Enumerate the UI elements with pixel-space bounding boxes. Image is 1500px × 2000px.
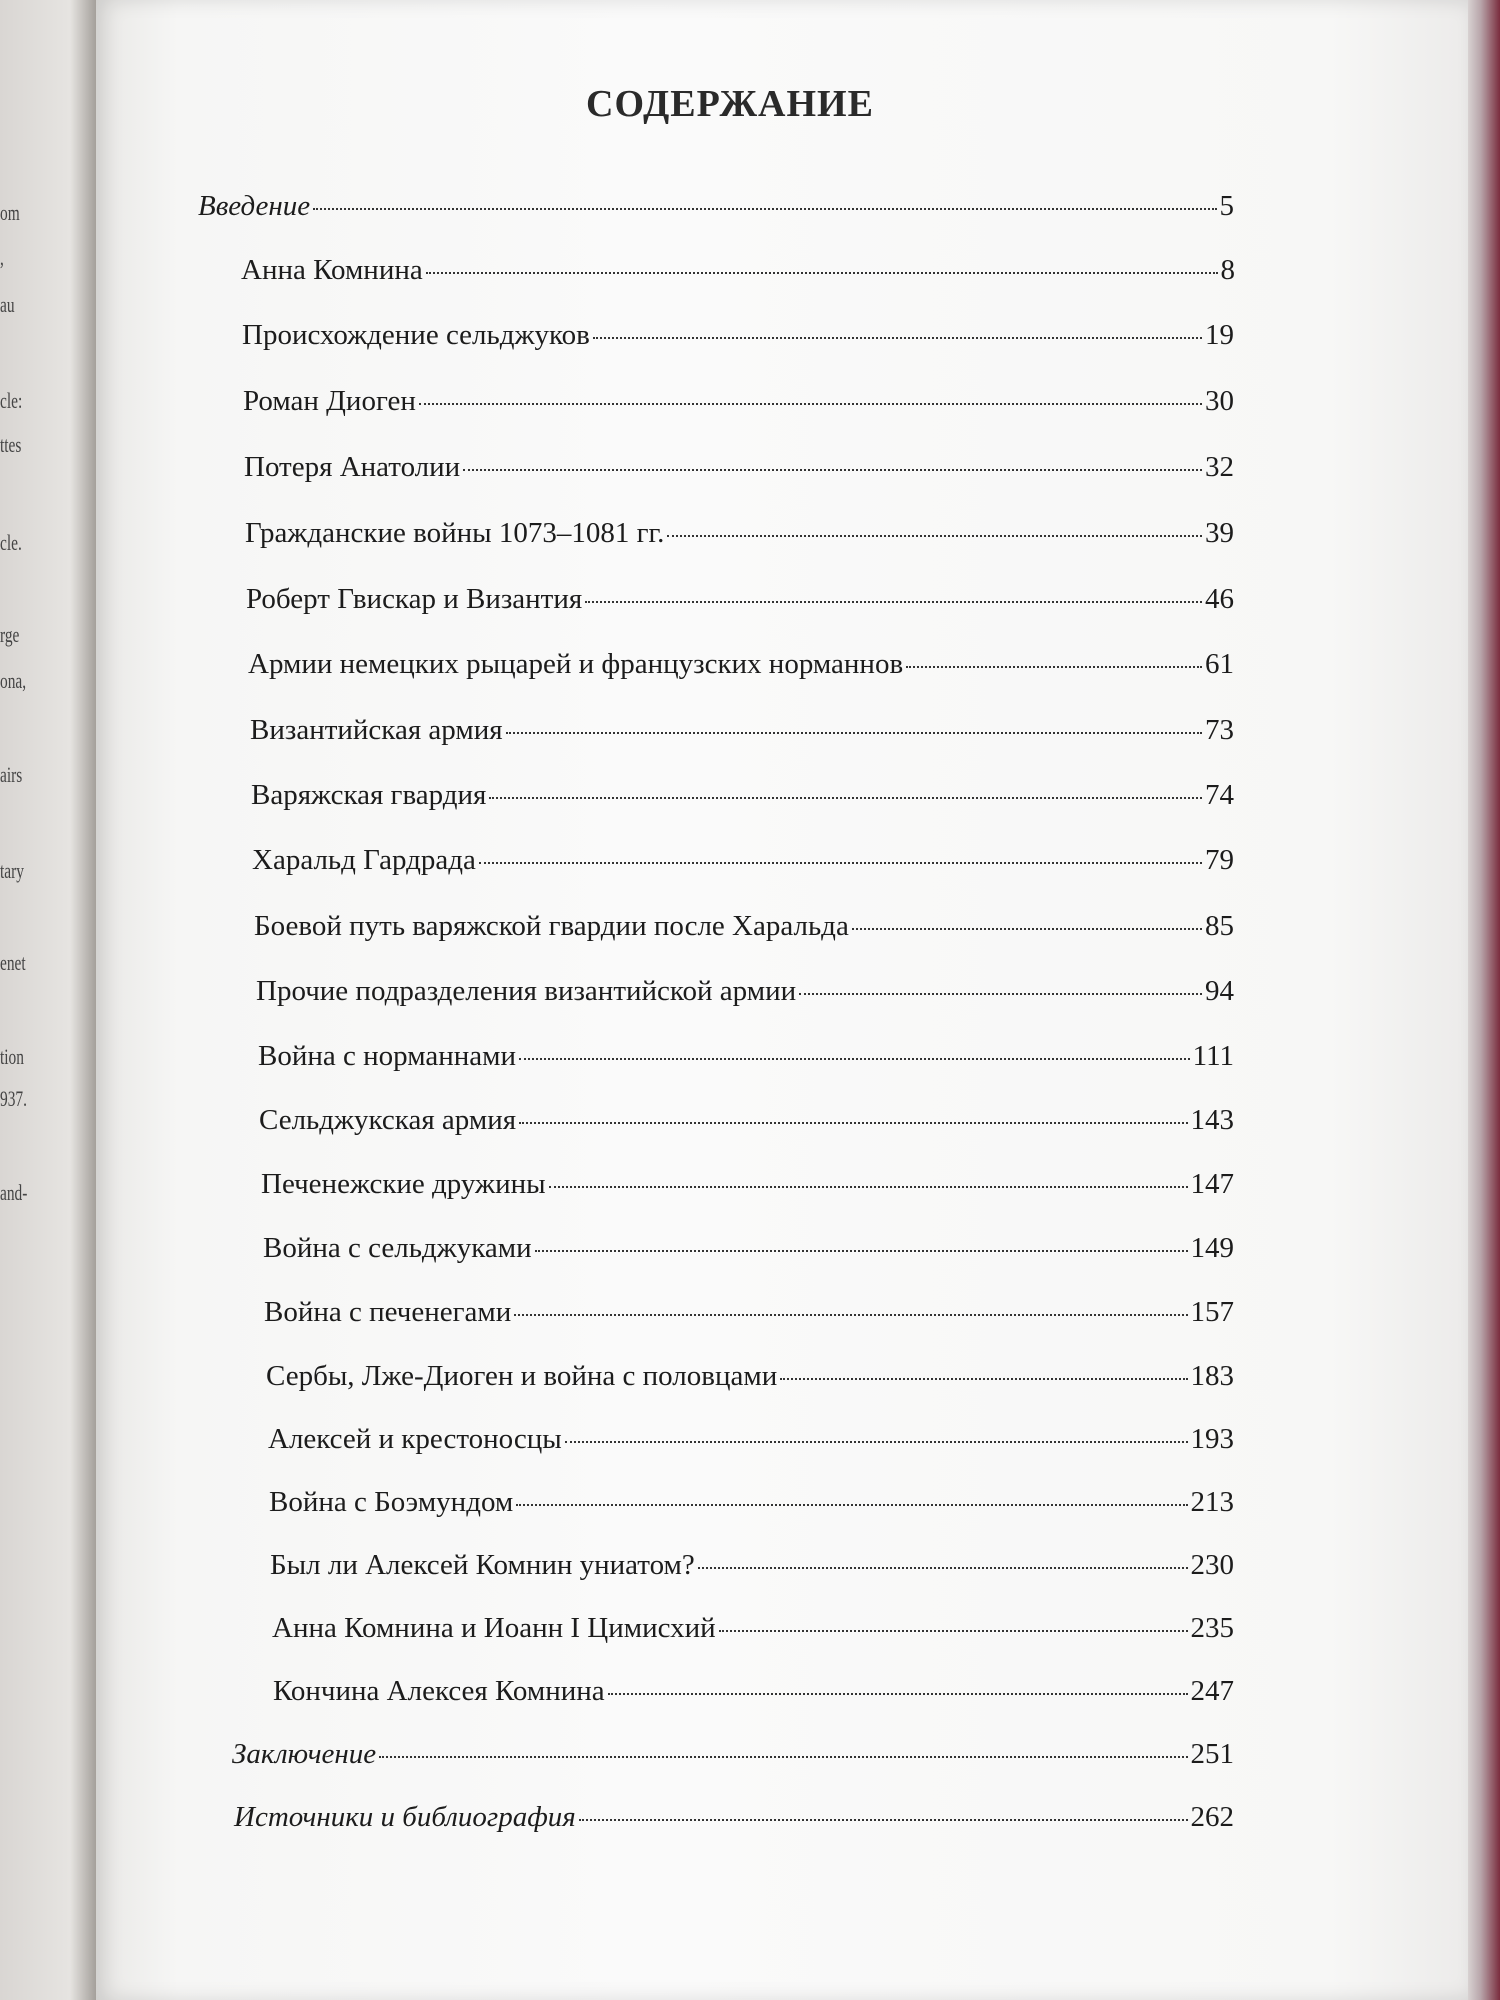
edge-text: tion — [0, 1044, 24, 1069]
toc-entry-page: 74 — [1205, 779, 1234, 811]
toc-entry — [250, 714, 1234, 747]
toc-entry-page: 213 — [1190, 1486, 1234, 1518]
toc-entry-page: 111 — [1192, 1040, 1234, 1072]
toc-entry-label: Заключение — [232, 1738, 377, 1770]
toc-entry-page: 46 — [1205, 583, 1234, 615]
toc-entry-page: 94 — [1205, 975, 1234, 1007]
toc-entry — [251, 779, 1234, 812]
toc-entry-page: 235 — [1190, 1612, 1234, 1644]
edge-text: om — [0, 200, 20, 225]
toc-entry-page: 247 — [1190, 1675, 1234, 1707]
toc-entry-page: 157 — [1190, 1296, 1234, 1328]
toc-entry-label: Армии немецких рыцарей и французских норманнов — [248, 648, 904, 680]
toc-entry-page: 73 — [1205, 714, 1234, 746]
toc-entry — [268, 1423, 1234, 1456]
toc-entry-label: Роман Диоген — [243, 385, 416, 417]
dot-leader — [667, 535, 1202, 537]
toc-entry-page: 39 — [1205, 517, 1234, 549]
toc-entry-label: Происхождение сельджуков — [242, 319, 590, 351]
toc-entry — [259, 1104, 1234, 1137]
dot-leader — [593, 337, 1202, 339]
edge-text: cle. — [0, 530, 22, 555]
toc-entry — [241, 254, 1235, 287]
toc-entry-label: Роберт Гвискар и Византия — [246, 583, 583, 615]
dot-leader — [852, 928, 1202, 930]
dot-leader — [585, 601, 1202, 603]
dot-leader — [379, 1756, 1187, 1758]
toc-entry — [270, 1549, 1234, 1582]
toc-entry-page: 149 — [1190, 1232, 1234, 1264]
dot-leader — [608, 1693, 1188, 1695]
dot-leader — [579, 1819, 1188, 1821]
dot-leader — [514, 1314, 1187, 1316]
toc-entry — [261, 1168, 1234, 1201]
edge-text: rge — [0, 622, 20, 647]
dot-leader — [719, 1630, 1188, 1632]
toc-entry-label: Анна Комнина и Иоанн I Цимисхий — [272, 1612, 716, 1644]
toc-entry-label: Война с печенегами — [264, 1296, 512, 1328]
toc-entry — [198, 190, 1234, 223]
edge-text: ttes — [0, 432, 22, 457]
toc-entry-label: Кончина Алексея Комнина — [273, 1675, 605, 1707]
dot-leader — [698, 1567, 1188, 1569]
toc-entry-page: 251 — [1190, 1738, 1234, 1770]
dot-leader — [519, 1122, 1187, 1124]
edge-text: 937. — [0, 1086, 27, 1111]
dot-leader — [799, 993, 1202, 995]
toc-entry — [264, 1296, 1234, 1329]
toc-entry-label: Алексей и крестоносцы — [268, 1423, 562, 1455]
toc-entry — [248, 648, 1234, 681]
dot-leader — [780, 1378, 1187, 1380]
toc-entry-page: 193 — [1190, 1423, 1234, 1455]
page-title: СОДЕРЖАНИЕ — [586, 83, 874, 125]
toc-entry-page: 61 — [1205, 648, 1234, 680]
edge-text: au — [0, 292, 15, 317]
dot-leader — [519, 1058, 1190, 1060]
toc-entry-page: 5 — [1219, 190, 1234, 222]
edge-text: airs — [0, 762, 23, 787]
toc-entry — [246, 583, 1234, 616]
toc-entry-label: Гражданские войны 1073–1081 гг. — [245, 517, 665, 549]
toc-entry-page: 143 — [1190, 1104, 1234, 1136]
edge-text: enet — [0, 950, 26, 975]
dot-leader — [419, 403, 1202, 405]
toc-entry — [245, 517, 1234, 550]
toc-entry-page: 230 — [1190, 1549, 1234, 1581]
toc-entry-label: Печенежские дружины — [261, 1168, 546, 1200]
toc-entry — [269, 1486, 1234, 1519]
toc-entry-label: Введение — [198, 190, 311, 222]
toc-entry-label: Война с Боэмундом — [269, 1486, 514, 1518]
toc-entry-page: 79 — [1205, 844, 1234, 876]
toc-entry-label: Война с норманнами — [258, 1040, 517, 1072]
toc-entry-label: Источники и библиография — [234, 1801, 576, 1833]
dot-leader — [463, 469, 1202, 471]
toc-entry-label: Сербы, Лже-Диоген и война с половцами — [266, 1360, 778, 1392]
toc-entry-label: Боевой путь варяжской гвардии после Харальда — [254, 910, 849, 942]
dot-leader — [549, 1186, 1188, 1188]
edge-text: cle: — [0, 388, 23, 413]
toc-entry — [254, 910, 1234, 943]
edge-text: , — [0, 245, 4, 270]
edge-text: ona, — [0, 668, 27, 693]
toc-entry — [242, 319, 1234, 352]
toc-entry — [256, 975, 1234, 1008]
toc-entry — [263, 1232, 1234, 1265]
toc-entry — [244, 451, 1234, 484]
dot-leader — [565, 1441, 1188, 1443]
toc-entry-page: 262 — [1190, 1801, 1234, 1833]
toc-entry-label: Прочие подразделения византийской армии — [256, 975, 797, 1007]
toc-entry-label: Сельджукская армия — [259, 1104, 517, 1136]
dot-leader — [535, 1250, 1188, 1252]
toc-entry — [266, 1360, 1234, 1393]
dot-leader — [489, 797, 1202, 799]
toc-entry-label: Потеря Анатолии — [244, 451, 461, 483]
dot-leader — [506, 732, 1202, 734]
toc-entry-page: 183 — [1190, 1360, 1234, 1392]
edge-text: and- — [0, 1180, 28, 1205]
toc-entry-label: Анна Комнина — [241, 254, 423, 286]
dot-leader — [313, 208, 1216, 210]
page-stack-edge — [1468, 0, 1500, 2000]
toc-entry-label: Был ли Алексей Комнин униатом? — [270, 1549, 695, 1581]
toc-entry-label: Харальд Гардрада — [252, 844, 476, 876]
toc-entry-label: Варяжская гвардия — [251, 779, 487, 811]
toc-entry — [252, 844, 1234, 877]
toc-entry-page: 147 — [1190, 1168, 1234, 1200]
toc-entry — [234, 1801, 1234, 1834]
toc-entry-page: 30 — [1205, 385, 1234, 417]
left-page-edge — [0, 0, 100, 2000]
dot-leader — [906, 666, 1202, 668]
edge-text: tary — [0, 858, 24, 883]
dot-leader — [516, 1504, 1187, 1506]
dot-leader — [426, 272, 1218, 274]
toc-entry-page: 8 — [1220, 254, 1235, 286]
toc-entry-page: 32 — [1205, 451, 1234, 483]
toc-entry-page: 85 — [1205, 910, 1234, 942]
toc-entry — [243, 385, 1234, 418]
toc-entry-page: 19 — [1205, 319, 1234, 351]
toc-entry — [273, 1675, 1234, 1708]
toc-entry — [258, 1040, 1234, 1073]
toc-entry-label: Византийская армия — [250, 714, 503, 746]
toc-entry — [232, 1738, 1234, 1771]
dot-leader — [479, 862, 1202, 864]
toc-entry — [272, 1612, 1234, 1645]
toc-entry-label: Война с сельджуками — [263, 1232, 532, 1264]
